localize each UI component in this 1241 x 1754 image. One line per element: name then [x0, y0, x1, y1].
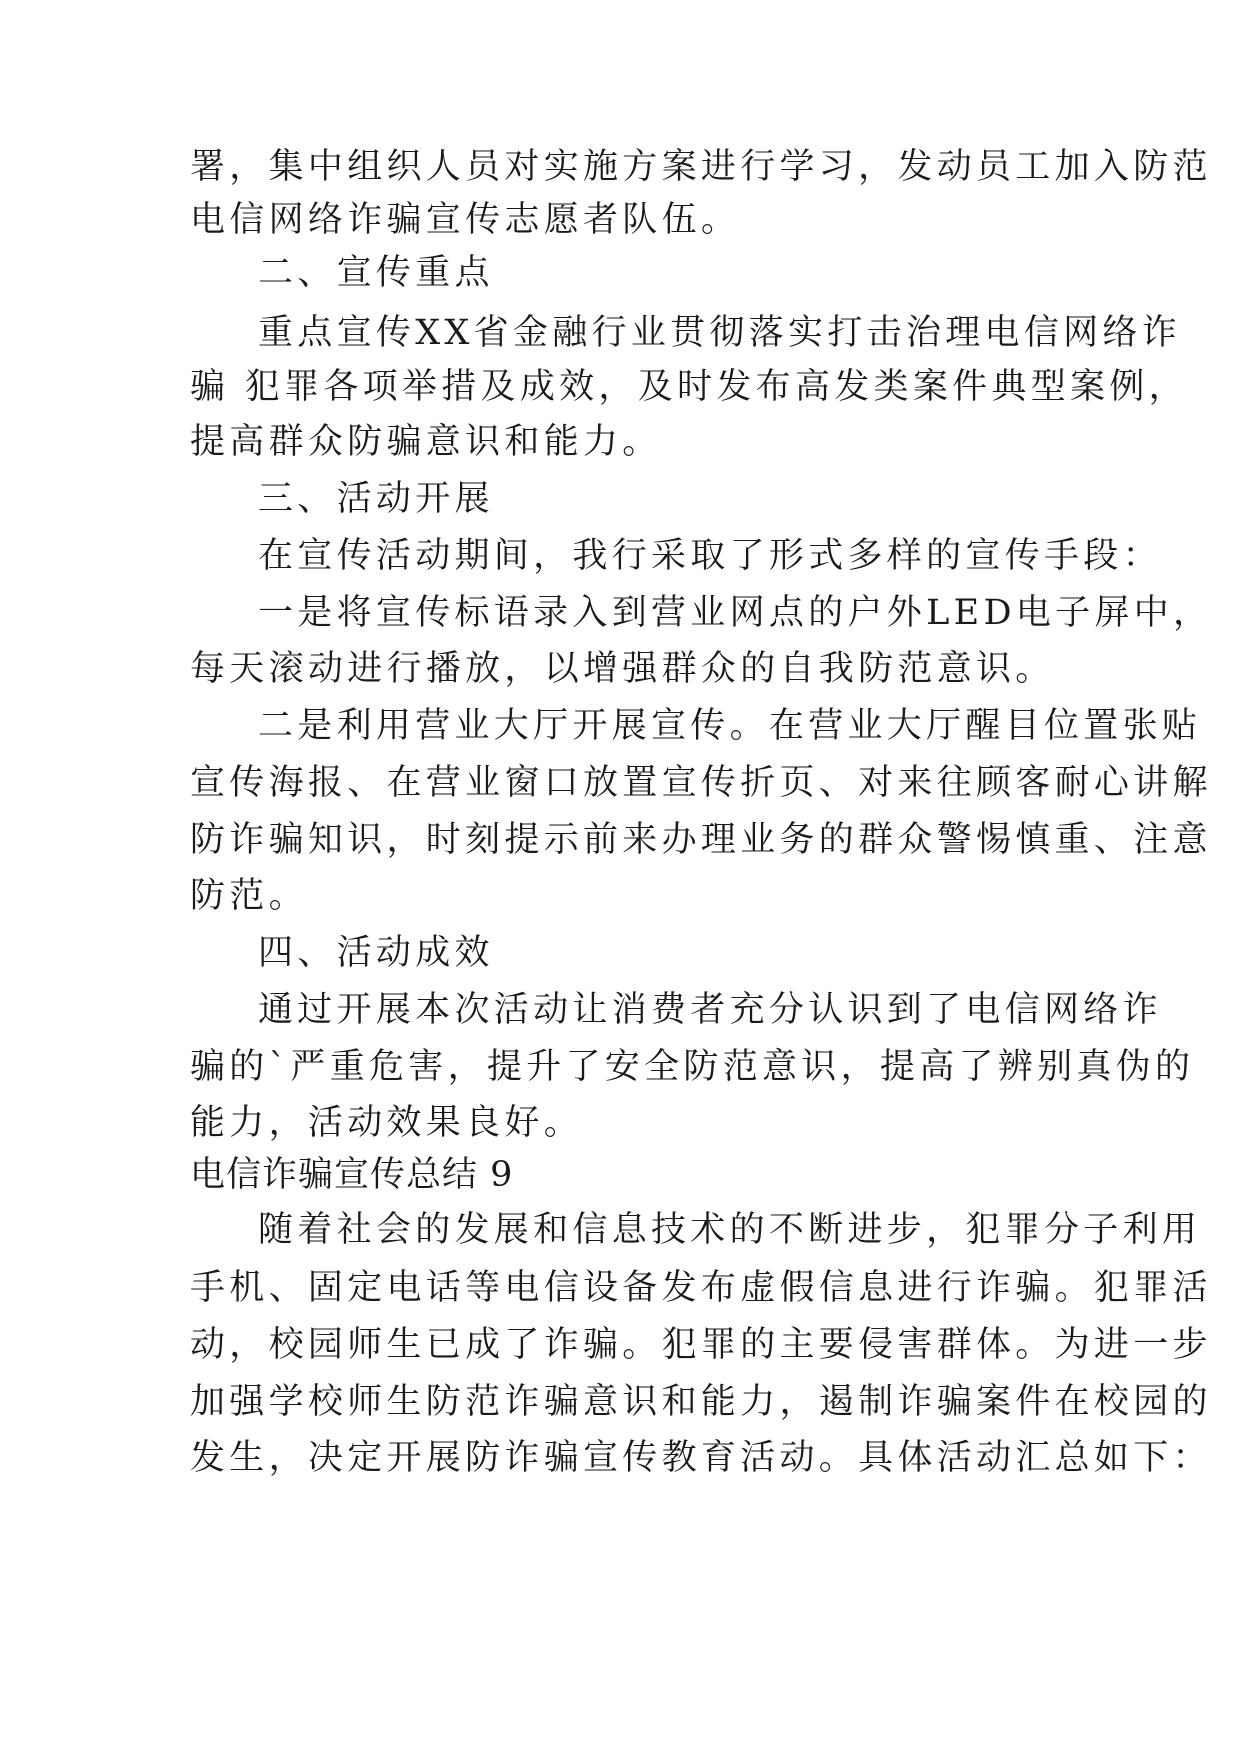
text-line: 加强学校师生防范诈骗意识和能力，遏制诈骗案件在校园的	[190, 1382, 1212, 1422]
section-heading: 三、活动开展	[258, 479, 494, 519]
text-line: 动，校园师生已成了诈骗。犯罪的主要侵害群体。为进一步	[190, 1325, 1212, 1365]
text-line: 手机、固定电话等电信设备发布虚假信息进行诈骗。犯罪活	[190, 1268, 1212, 1308]
section-heading: 二、宣传重点	[258, 253, 494, 293]
text-line: 骗的`严重危害，提升了安全防范意识，提高了辨别真伪的	[190, 1047, 1195, 1087]
section-title: 电信诈骗宣传总结 9	[190, 1155, 514, 1195]
text-line: 通过开展本次活动让消费者充分认识到了电信网络诈	[258, 990, 1162, 1030]
text-line: 在宣传活动期间，我行采取了形式多样的宣传手段：	[258, 536, 1162, 576]
text-line: 二是利用营业大厅开展宣传。在营业大厅醒目位置张贴	[258, 706, 1202, 746]
text-line: 每天滚动进行播放，以增强群众的自我防范意识。	[190, 649, 1055, 689]
text-line: 提高群众防骗意识和能力。	[190, 422, 662, 462]
section-heading: 四、活动成效	[258, 933, 494, 973]
text-line: 宣传海报、在营业窗口放置宣传折页、对来往顾客耐心讲解	[190, 763, 1212, 803]
text-line: 一是将宣传标语录入到营业网点的户外LED电子屏中，	[258, 593, 1213, 633]
text-line: 署，集中组织人员对实施方案进行学习，发动员工加入防范	[190, 147, 1212, 187]
text-line: 重点宣传XX省金融行业贯彻落实打击治理电信网络诈	[258, 313, 1182, 353]
text-line: 防诈骗知识，时刻提示前来办理业务的群众警惕慎重、注意	[190, 820, 1212, 860]
text-line: 防范。	[190, 876, 308, 916]
text-line: 发生，决定开展防诈骗宣传教育活动。具体活动汇总如下：	[190, 1438, 1212, 1478]
text-line: 随着社会的发展和信息技术的不断进步，犯罪分子利用	[258, 1210, 1202, 1250]
text-line: 能力，活动效果良好。	[190, 1103, 584, 1143]
text-line: 电信网络诈骗宣传志愿者队伍。	[190, 200, 741, 240]
text-line: 骗 犯罪各项举措及成效，及时发布高发类案件典型案例，	[190, 367, 1188, 407]
